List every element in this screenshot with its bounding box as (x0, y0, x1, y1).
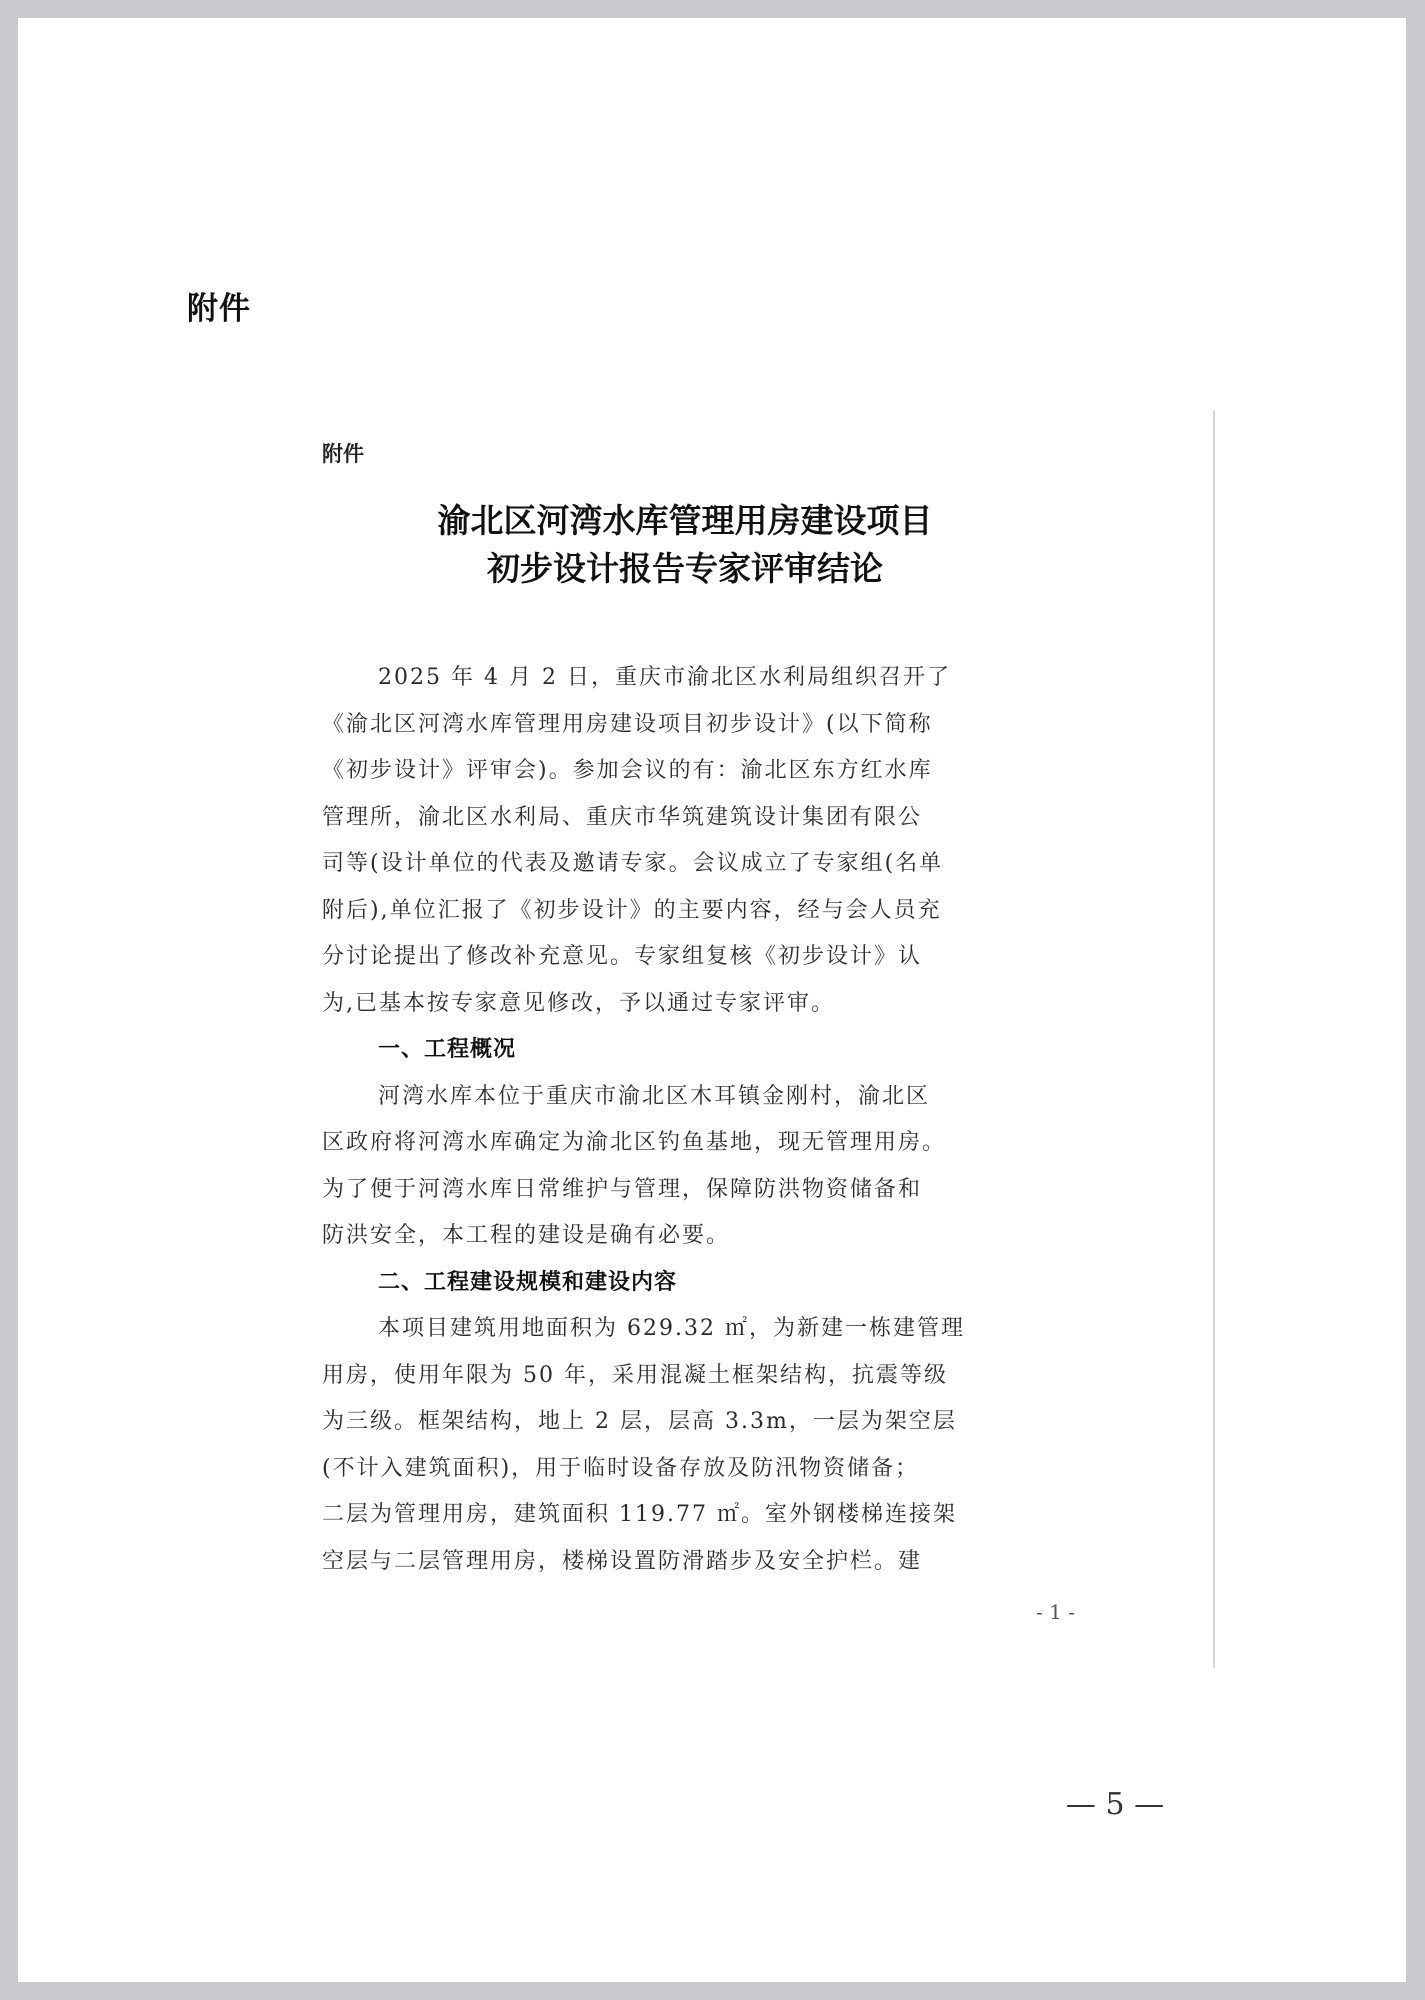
paragraph-1-line: 为,已基本按专家意见修改，予以通过专家评审。 (322, 990, 835, 1016)
paragraph-2-line: 区政府将河湾水库确定为渝北区钓鱼基地，现无管理用房。 (322, 1130, 947, 1155)
embedded-page-edge (1213, 410, 1215, 1668)
section-heading-scale: 二、工程建设规模和建设内容 (378, 1269, 678, 1295)
paragraph-1-line: 司等(设计单位的代表及邀请专家。会议成立了专家组(名单 (322, 851, 944, 876)
paragraph-1-line: 管理所，渝北区水利局、重庆市华筑建筑设计集团有限公 (322, 804, 923, 830)
title-line-1: 渝北区河湾水库管理用房建设项目 (437, 501, 933, 540)
document-title (295, 497, 1075, 593)
paragraph-3-line: (不计入建筑面积)，用于临时设备存放及防汛物资储备； (322, 1455, 920, 1481)
paragraph-2-line: 河湾水库本位于重庆市渝北区木耳镇金刚村，渝北区 (378, 1083, 931, 1109)
paragraph-3-line: 空层与二层管理用房，楼梯设置防滑踏步及安全护栏。建 (322, 1548, 923, 1574)
title-line-2: 初步设计报告专家评审结论 (487, 549, 883, 588)
document-body (322, 655, 1072, 1585)
paragraph-2-line: 防洪安全，本工程的建设是确有必要。 (322, 1223, 731, 1248)
inner-page-number: - 1 - (1036, 1600, 1075, 1624)
embedded-document-image (295, 395, 1205, 1665)
inner-attachment-label: 附件 (322, 442, 364, 466)
paragraph-3-line: 本项目建筑用地面积为 629.32 ㎡，为新建一栋建管理 (378, 1316, 965, 1341)
section-heading-overview: 一、工程概况 (378, 1037, 517, 1062)
paragraph-1-line: 2025 年 4 月 2 日，重庆市渝北区水利局组织召开了 (378, 665, 951, 690)
page-number: — 5 — (1065, 1787, 1165, 1822)
paragraph-1-line: 附后),单位汇报了《初步设计》的主要内容，经与会人员充 (322, 897, 942, 923)
paragraph-3-line: 二层为管理用房，建筑面积 119.77 ㎡。室外钢楼梯连接架 (322, 1502, 957, 1527)
paragraph-1-line: 《渝北区河湾水库管理用房建设项目初步设计》(以下简称 (322, 711, 933, 737)
paragraph-1-line: 《初步设计》评审会)。参加会议的有：渝北区东方红水库 (322, 758, 933, 783)
paragraph-2-line: 为了便于河湾水库日常维护与管理，保障防洪物资储备和 (322, 1176, 923, 1202)
attachment-label: 附件 (187, 291, 251, 327)
paragraph-3-line: 为三级。框架结构，地上 2 层，层高 3.3m，一层为架空层 (322, 1409, 957, 1434)
paragraph-1-line: 分讨论提出了修改补充意见。专家组复核《初步设计》认 (322, 944, 923, 969)
paragraph-3-line: 用房，使用年限为 50 年，采用混凝土框架结构，抗震等级 (322, 1362, 948, 1388)
